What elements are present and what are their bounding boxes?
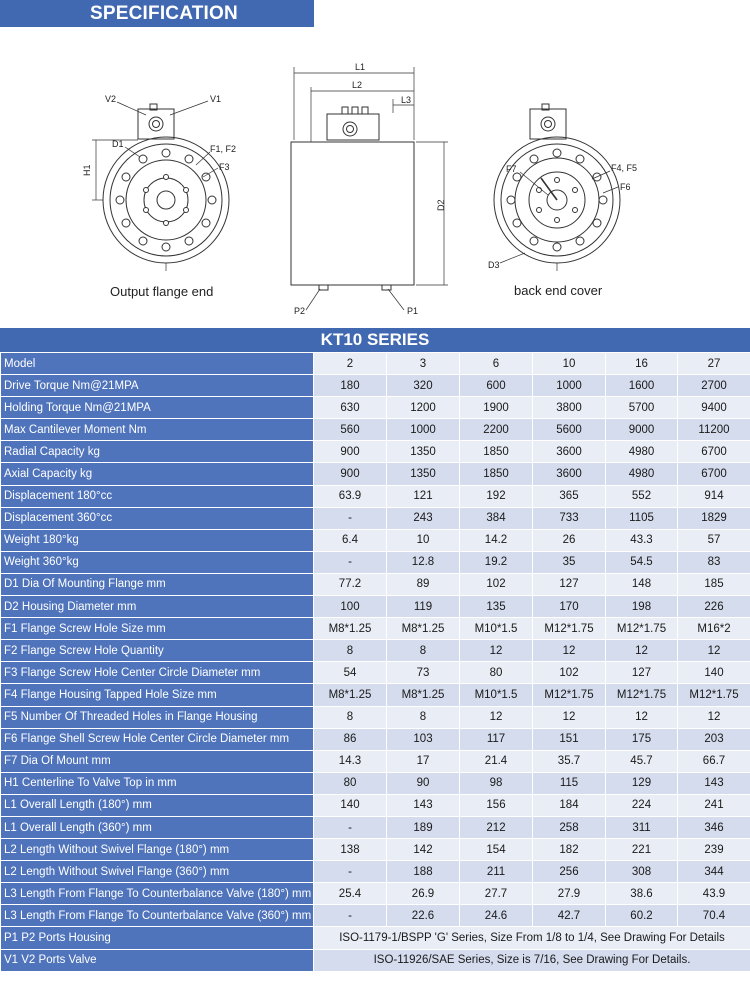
table-cell: 384: [460, 507, 533, 529]
table-cell: 35: [533, 551, 606, 573]
dim-label: L2: [352, 80, 363, 90]
table-cell: 224: [606, 794, 678, 816]
table-cell: 185: [678, 573, 750, 595]
table-cell: 143: [678, 772, 750, 794]
table-cell: 3800: [533, 397, 606, 419]
dim-label: F3: [219, 162, 230, 172]
table-cell: M12*1.75: [533, 684, 606, 706]
table-cell: 43.9: [678, 883, 750, 905]
table-cell: 12: [533, 640, 606, 662]
table-cell: 258: [533, 816, 606, 838]
table-cell: 1600: [606, 375, 678, 397]
dim-label: D3: [488, 260, 500, 270]
table-row: [1, 596, 750, 618]
table-cell: 3600: [533, 463, 606, 485]
table-cell: 308: [606, 861, 678, 883]
table-cell: 14.2: [460, 529, 533, 551]
table-cell: 344: [678, 861, 750, 883]
table-cell: 156: [460, 794, 533, 816]
table-cell: 552: [606, 485, 678, 507]
table-cell: 129: [606, 772, 678, 794]
table-cell: -: [314, 861, 387, 883]
table-cell: M12*1.75: [606, 618, 678, 640]
dim-label: V1: [210, 94, 222, 104]
table-cell: M10*1.5: [460, 618, 533, 640]
dim-label: F4, F5: [611, 163, 638, 173]
table-cell: 45.7: [606, 750, 678, 772]
table-cell: 12: [460, 706, 533, 728]
table-cell: 10: [387, 529, 460, 551]
table-cell: 12: [533, 706, 606, 728]
table-cell: 1000: [533, 375, 606, 397]
table-cell: 12: [678, 706, 750, 728]
table-cell: 38.6: [606, 883, 678, 905]
table-cell: 26: [533, 529, 606, 551]
table-row: [1, 485, 750, 507]
row-label: L3 Length From Flange To Counterbalance Valve (180°) mm: [1, 883, 314, 905]
table-cell: 22.6: [387, 905, 460, 927]
table-cell: 8: [387, 640, 460, 662]
table-row: [1, 794, 750, 816]
specification-table: [0, 352, 750, 972]
table-row: [1, 618, 750, 640]
row-label: Model: [1, 353, 314, 375]
table-cell: 4980: [606, 441, 678, 463]
table-cell: 60.2: [606, 905, 678, 927]
table-cell: 256: [533, 861, 606, 883]
table-cell: 198: [606, 596, 678, 618]
table-cell: 27: [678, 353, 750, 375]
table-cell-merged: ISO-11926/SAE Series, Size is 7/16, See Drawing For Details.: [314, 949, 750, 971]
table-row: [1, 529, 750, 551]
row-label: Displacement 360°cc: [1, 507, 314, 529]
table-cell: 16: [606, 353, 678, 375]
table-cell: 73: [387, 662, 460, 684]
row-label: F6 Flange Shell Screw Hole Center Circle Diameter mm: [1, 728, 314, 750]
table-cell: 121: [387, 485, 460, 507]
row-label: F4 Flange Housing Tapped Hole Size mm: [1, 684, 314, 706]
table-cell: 320: [387, 375, 460, 397]
table-cell: 102: [533, 662, 606, 684]
table-cell: 311: [606, 816, 678, 838]
table-cell: 12: [678, 640, 750, 662]
table-cell: 83: [678, 551, 750, 573]
row-label: F5 Number Of Threaded Holes in Flange Housing: [1, 706, 314, 728]
row-label: L1 Overall Length (180°) mm: [1, 794, 314, 816]
table-cell: 241: [678, 794, 750, 816]
table-cell: 42.7: [533, 905, 606, 927]
table-cell: -: [314, 507, 387, 529]
table-cell: 90: [387, 772, 460, 794]
caption-back-end-cover: back end cover: [514, 283, 603, 298]
table-row: [1, 839, 750, 861]
table-cell: 6700: [678, 463, 750, 485]
table-cell: 86: [314, 728, 387, 750]
table-row: [1, 353, 750, 375]
table-row: [1, 397, 750, 419]
table-cell: 346: [678, 816, 750, 838]
table-cell: 154: [460, 839, 533, 861]
table-cell: 600: [460, 375, 533, 397]
table-cell: 143: [387, 794, 460, 816]
table-cell: 5600: [533, 419, 606, 441]
table-cell: 221: [606, 839, 678, 861]
table-cell: 6700: [678, 441, 750, 463]
row-label: D2 Housing Diameter mm: [1, 596, 314, 618]
table-cell: 26.9: [387, 883, 460, 905]
dim-label: P1: [407, 306, 419, 316]
output-flange-drawing: [92, 101, 229, 271]
table-cell: 100: [314, 596, 387, 618]
table-cell: 119: [387, 596, 460, 618]
row-label: Displacement 180°cc: [1, 485, 314, 507]
table-cell: 1200: [387, 397, 460, 419]
table-cell: 102: [460, 573, 533, 595]
table-cell: 115: [533, 772, 606, 794]
table-cell: 211: [460, 861, 533, 883]
table-cell: 19.2: [460, 551, 533, 573]
row-label: Radial Capacity kg: [1, 441, 314, 463]
row-label: F3 Flange Screw Hole Center Circle Diameter mm: [1, 662, 314, 684]
table-row: [1, 463, 750, 485]
table-row: [1, 905, 750, 927]
table-row: [1, 728, 750, 750]
dim-label: D1: [112, 139, 124, 149]
table-cell: 77.2: [314, 573, 387, 595]
back-cover-drawing: [494, 104, 620, 271]
table-cell: 2: [314, 353, 387, 375]
table-cell: 192: [460, 485, 533, 507]
table-cell: 1350: [387, 463, 460, 485]
table-cell: M8*1.25: [387, 618, 460, 640]
row-label: L1 Overall Length (360°) mm: [1, 816, 314, 838]
table-cell: 17: [387, 750, 460, 772]
row-label: Max Cantilever Moment Nm: [1, 419, 314, 441]
table-cell: 11200: [678, 419, 750, 441]
table-cell: 243: [387, 507, 460, 529]
table-cell: 226: [678, 596, 750, 618]
table-cell: 1900: [460, 397, 533, 419]
row-label: H1 Centerline To Valve Top in mm: [1, 772, 314, 794]
table-cell: 63.9: [314, 485, 387, 507]
table-cell: 239: [678, 839, 750, 861]
table-cell: 365: [533, 485, 606, 507]
table-row: [1, 706, 750, 728]
table-cell: 89: [387, 573, 460, 595]
table-cell: 21.4: [460, 750, 533, 772]
table-row: [1, 816, 750, 838]
series-title: KT10 SERIES: [0, 328, 750, 352]
table-cell: 54: [314, 662, 387, 684]
row-label: Axial Capacity kg: [1, 463, 314, 485]
table-cell: 170: [533, 596, 606, 618]
table-cell: 70.4: [678, 905, 750, 927]
row-label: V1 V2 Ports Valve: [1, 949, 314, 971]
table-cell: 24.6: [460, 905, 533, 927]
table-cell: -: [314, 816, 387, 838]
table-cell: 3: [387, 353, 460, 375]
table-cell: -: [314, 551, 387, 573]
row-label: Drive Torque Nm@21MPA: [1, 375, 314, 397]
dim-label: L1: [355, 62, 366, 72]
table-cell: 1850: [460, 441, 533, 463]
table-cell: 6.4: [314, 529, 387, 551]
table-cell: 12.8: [387, 551, 460, 573]
table-row: [1, 441, 750, 463]
dim-label: D2: [436, 199, 446, 211]
table-cell: 142: [387, 839, 460, 861]
dim-label: L3: [401, 95, 412, 105]
table-cell: 66.7: [678, 750, 750, 772]
dim-label: F1, F2: [210, 144, 237, 154]
table-row: [1, 551, 750, 573]
table-cell: 212: [460, 816, 533, 838]
table-cell: 2200: [460, 419, 533, 441]
dim-label: F6: [620, 182, 631, 192]
table-cell: 175: [606, 728, 678, 750]
table-cell: 12: [606, 640, 678, 662]
dim-label: P2: [294, 306, 306, 316]
table-row: [1, 750, 750, 772]
table-cell: 80: [314, 772, 387, 794]
table-row: [1, 640, 750, 662]
table-cell: 25.4: [314, 883, 387, 905]
table-cell: 189: [387, 816, 460, 838]
row-label: Weight 360°kg: [1, 551, 314, 573]
table-row: [1, 883, 750, 905]
table-cell: 98: [460, 772, 533, 794]
table-cell: 140: [314, 794, 387, 816]
table-cell: M16*2: [678, 618, 750, 640]
row-label: L2 Length Without Swivel Flange (360°) mm: [1, 861, 314, 883]
table-row: [1, 375, 750, 397]
table-cell: 184: [533, 794, 606, 816]
table-cell: -: [314, 905, 387, 927]
caption-output-flange-end: Output flange end: [110, 284, 214, 299]
table-cell: 1105: [606, 507, 678, 529]
row-label: F2 Flange Screw Hole Quantity: [1, 640, 314, 662]
table-cell: 914: [678, 485, 750, 507]
table-cell: 54.5: [606, 551, 678, 573]
table-row: [1, 662, 750, 684]
table-cell: 103: [387, 728, 460, 750]
dim-label: H1: [82, 164, 92, 176]
table-cell: 27.7: [460, 883, 533, 905]
table-row: [1, 419, 750, 441]
table-row: [1, 861, 750, 883]
table-cell: 140: [678, 662, 750, 684]
side-view-drawing: [291, 67, 448, 310]
table-cell: 5700: [606, 397, 678, 419]
table-cell: M8*1.25: [387, 684, 460, 706]
table-cell: 1000: [387, 419, 460, 441]
table-cell: 2700: [678, 375, 750, 397]
table-cell: 1350: [387, 441, 460, 463]
table-row: [1, 772, 750, 794]
table-cell: 127: [606, 662, 678, 684]
table-cell: 12: [460, 640, 533, 662]
table-cell: 127: [533, 573, 606, 595]
table-cell: 182: [533, 839, 606, 861]
table-cell: 9000: [606, 419, 678, 441]
table-cell: 900: [314, 463, 387, 485]
table-cell: 9400: [678, 397, 750, 419]
table-cell: 6: [460, 353, 533, 375]
table-cell: M8*1.25: [314, 684, 387, 706]
table-cell: 1829: [678, 507, 750, 529]
table-cell: 148: [606, 573, 678, 595]
table-cell-merged: ISO-1179-1/BSPP 'G' Series, Size From 1/8 to 1/4, See Drawing For Details: [314, 927, 750, 949]
table-row: [1, 949, 750, 971]
table-cell: M12*1.75: [606, 684, 678, 706]
table-cell: 57: [678, 529, 750, 551]
table-cell: 10: [533, 353, 606, 375]
table-cell: 43.3: [606, 529, 678, 551]
table-cell: 35.7: [533, 750, 606, 772]
table-cell: 180: [314, 375, 387, 397]
row-label: F1 Flange Screw Hole Size mm: [1, 618, 314, 640]
table-cell: 900: [314, 441, 387, 463]
table-cell: 8: [314, 706, 387, 728]
table-cell: M10*1.5: [460, 684, 533, 706]
table-row: [1, 573, 750, 595]
table-cell: 203: [678, 728, 750, 750]
table-cell: 117: [460, 728, 533, 750]
row-label: L2 Length Without Swivel Flange (180°) mm: [1, 839, 314, 861]
table-cell: 151: [533, 728, 606, 750]
table-cell: 3600: [533, 441, 606, 463]
table-cell: 560: [314, 419, 387, 441]
dim-label: F7: [506, 164, 517, 174]
table-cell: 1850: [460, 463, 533, 485]
table-cell: 80: [460, 662, 533, 684]
table-cell: M12*1.75: [678, 684, 750, 706]
row-label: L3 Length From Flange To Counterbalance Valve (360°) mm: [1, 905, 314, 927]
table-cell: M8*1.25: [314, 618, 387, 640]
row-label: F7 Dia Of Mount mm: [1, 750, 314, 772]
table-cell: 14.3: [314, 750, 387, 772]
table-cell: 188: [387, 861, 460, 883]
table-row: [1, 927, 750, 949]
table-cell: 630: [314, 397, 387, 419]
table-cell: M12*1.75: [533, 618, 606, 640]
row-label: Holding Torque Nm@21MPA: [1, 397, 314, 419]
table-cell: 8: [387, 706, 460, 728]
dim-label: V2: [105, 94, 117, 104]
technical-drawings: [0, 27, 750, 327]
table-cell: 4980: [606, 463, 678, 485]
table-cell: 135: [460, 596, 533, 618]
table-row: [1, 507, 750, 529]
row-label: Weight 180°kg: [1, 529, 314, 551]
specification-banner: SPECIFICATION: [0, 0, 314, 27]
table-cell: 733: [533, 507, 606, 529]
table-cell: 27.9: [533, 883, 606, 905]
technical-drawing-area: [0, 27, 750, 327]
row-label: D1 Dia Of Mounting Flange mm: [1, 573, 314, 595]
table-cell: 138: [314, 839, 387, 861]
table-cell: 8: [314, 640, 387, 662]
table-cell: 12: [606, 706, 678, 728]
table-row: [1, 684, 750, 706]
row-label: P1 P2 Ports Housing: [1, 927, 314, 949]
